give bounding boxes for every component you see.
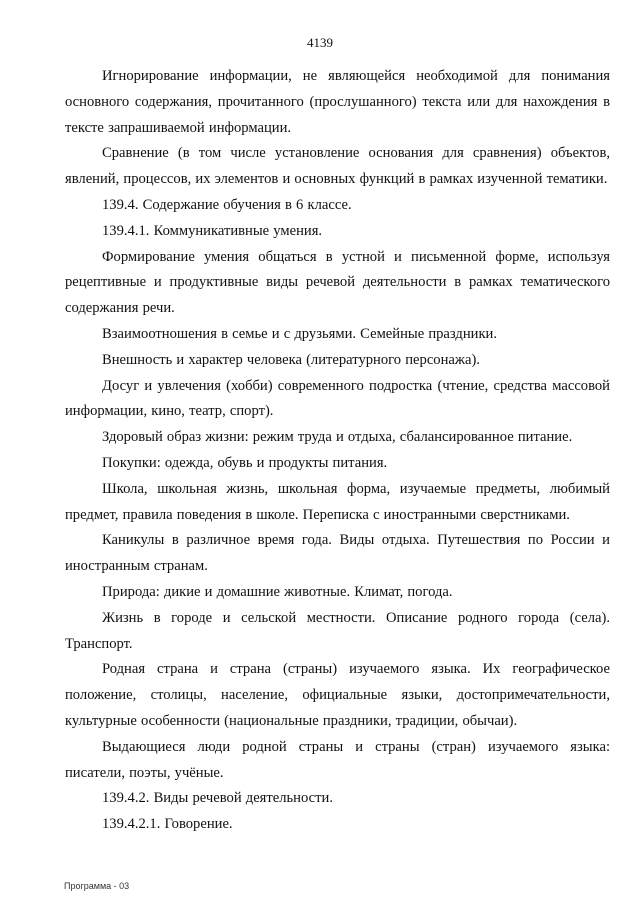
- subsection-heading: 139.4.2. Виды речевой деятельности.: [102, 790, 333, 807]
- topic-item: Выдающиеся люди родной страны и страны (стран) изучаемого языка: писатели, поэты, учёные.: [65, 738, 610, 781]
- topic-item: Покупки: одежда, обувь и продукты питания.: [102, 454, 388, 471]
- topic-item: Взаимоотношения в семье и с друзьями. Семейные праздники.: [102, 325, 498, 342]
- footer-label: Программа - 03: [64, 881, 130, 891]
- topic-item: Школа, школьная жизнь, школьная форма, изучаемые предметы, любимый предмет, правила поведения в школе. Переписка с иностранными сверстниками.: [65, 480, 610, 523]
- topic-item: Каникулы в различное время года. Виды отдыха. Путешествия по России и иностранным странам.: [65, 532, 610, 575]
- section-heading: 139.4. Содержание обучения в 6 классе.: [102, 196, 352, 213]
- paragraph: Формирование умения общаться в устной и письменной форме, используя рецептивные и продуктивные виды речевой деятельности в рамках тематического содержания речи.: [65, 248, 610, 317]
- paragraph: Сравнение (в том числе установление основания для сравнения) объектов, явлений, процессов, их элементов и основных функций в рамках изученной тематики.: [65, 145, 610, 188]
- topic-item: Внешность и характер человека (литературного персонажа).: [102, 351, 480, 368]
- paragraph: Игнорирование информации, не являющейся необходимой для понимания основного содержания, прочитанного (прослушанного) текста или для нахождения в тексте запрашиваемой информации.: [65, 68, 610, 136]
- topic-item: Здоровый образ жизни: режим труда и отдыха, сбалансированное питание.: [102, 429, 573, 446]
- topic-item: Жизнь в городе и сельской местности. Описание родного города (села). Транспорт.: [65, 609, 610, 652]
- subsection-heading: 139.4.2.1. Говорение.: [102, 816, 233, 833]
- topic-item: Родная страна и страна (страны) изучаемого языка. Их географическое положение, столицы, население, официальные языки, достопримечательности, культурные особенности (национальные праздники, традиции, обычаи).: [65, 661, 610, 729]
- topic-item: Досуг и увлечения (хобби) современного подростка (чтение, средства массовой информации, кино, театр, спорт).: [65, 377, 610, 420]
- document-body: [65, 64, 610, 838]
- page-number: 4139: [307, 35, 333, 50]
- topic-item: Природа: дикие и домашние животные. Климат, погода.: [102, 583, 453, 600]
- subsection-heading: 139.4.1. Коммуникативные умения.: [102, 222, 323, 239]
